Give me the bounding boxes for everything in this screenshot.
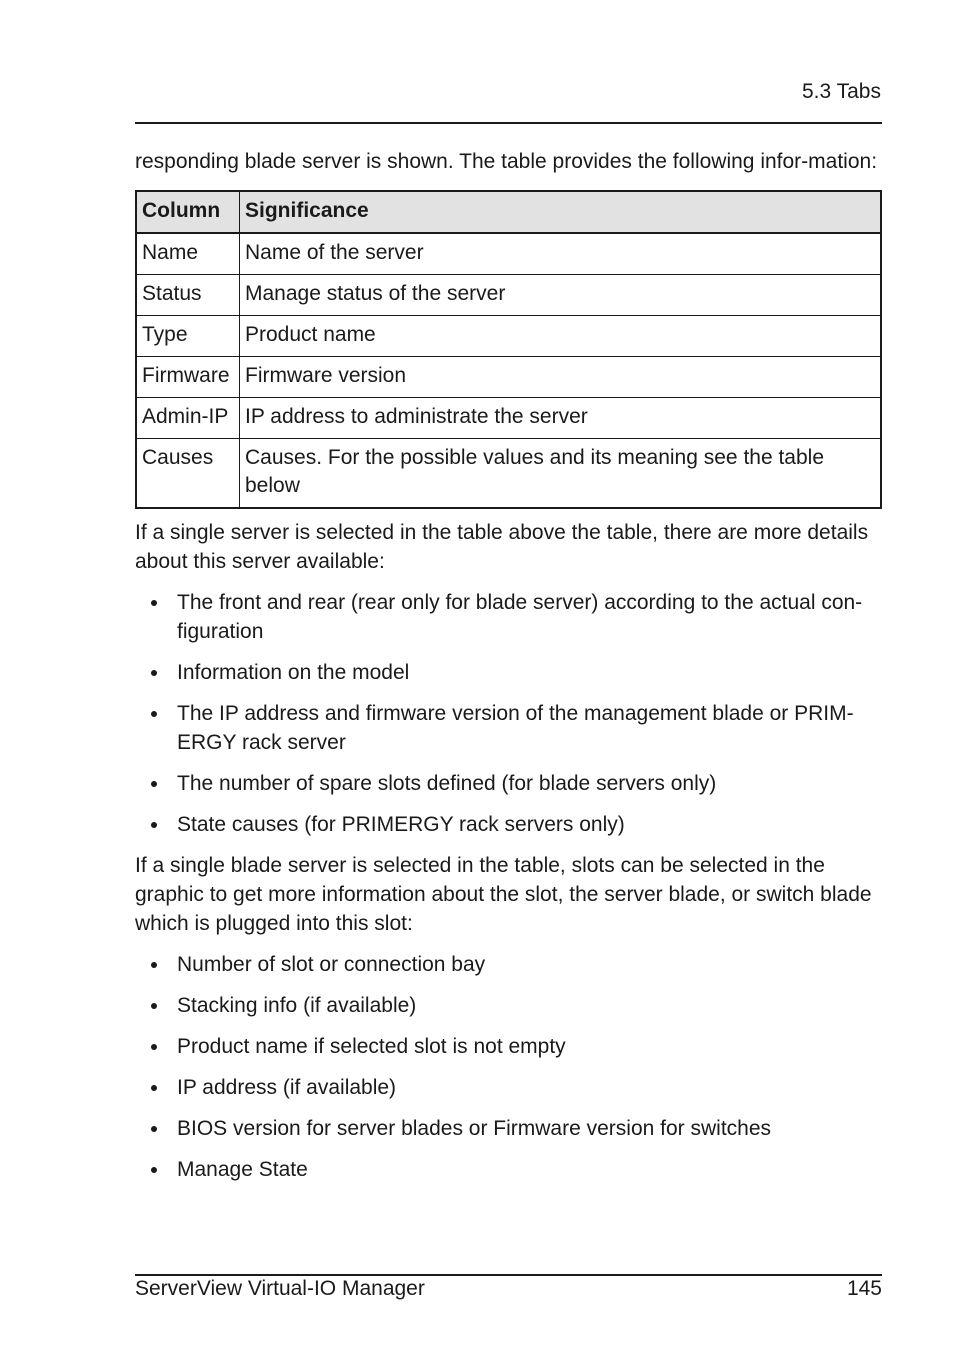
bullet-icon <box>151 1085 157 1091</box>
bullet-icon <box>151 1003 157 1009</box>
table-cell-significance: Name of the server <box>240 233 882 275</box>
table-cell-column: Firmware <box>136 357 240 398</box>
list-item <box>135 1073 882 1102</box>
list-item-text: The front and rear (rear only for blade server) according to the actual con-figuration <box>177 591 863 643</box>
list-item <box>135 658 882 687</box>
column-significance-table <box>135 190 882 509</box>
bullet-icon <box>151 670 157 676</box>
list-item-text: Product name if selected slot is not empty <box>177 1035 566 1058</box>
body-paragraph: If a single server is selected in the table above the table, there are more details about this server available: <box>135 521 869 573</box>
table-cell-column: Causes <box>136 439 240 509</box>
list-item <box>135 950 882 979</box>
list-item <box>135 769 882 798</box>
header-rule <box>135 122 882 124</box>
page-content <box>135 147 882 1196</box>
list-item-text: The IP address and firmware version of the management blade or PRIM-ERGY rack server <box>177 702 854 754</box>
table-row <box>136 275 881 316</box>
table-row <box>136 316 881 357</box>
list-item-text: Number of slot or connection bay <box>177 953 486 976</box>
table-header-cell: Significance <box>240 191 882 233</box>
table-header-row <box>136 191 881 233</box>
bullet-icon <box>151 962 157 968</box>
list-item-text: Stacking info (if available) <box>177 994 417 1017</box>
list-item <box>135 1114 882 1143</box>
bullet-icon <box>151 1167 157 1173</box>
list-item <box>135 699 882 757</box>
list-item <box>135 810 882 839</box>
table-cell-column: Name <box>136 233 240 275</box>
table-cell-column: Admin-IP <box>136 398 240 439</box>
footer-title: ServerView Virtual-IO Manager <box>135 1277 425 1300</box>
list-item <box>135 991 882 1020</box>
page-number: 145 <box>846 1277 882 1300</box>
table-cell-column: Type <box>136 316 240 357</box>
list-item-text: The number of spare slots defined (for blade servers only) <box>177 772 717 795</box>
intro-paragraph: responding blade server is shown. The table provides the following infor-mation: <box>135 150 878 173</box>
list-item-text: Manage State <box>177 1158 308 1181</box>
table-cell-significance: IP address to administrate the server <box>240 398 882 439</box>
list-item <box>135 1155 882 1184</box>
list-item-text: IP address (if available) <box>177 1076 397 1099</box>
bullet-list-server-details <box>135 588 882 839</box>
body-paragraph: If a single blade server is selected in the table, slots can be selected in the graphic to get more information about the slot, the server blade, or switch blade which is plugged into this slot: <box>135 854 872 935</box>
table-row <box>136 398 881 439</box>
list-item-text: BIOS version for server blades or Firmware version for switches <box>177 1117 772 1140</box>
list-item-text: Information on the model <box>177 661 410 684</box>
table-row <box>136 233 881 275</box>
bullet-icon <box>151 711 157 717</box>
table-cell-significance: Causes. For the possible values and its meaning see the table below <box>240 439 882 509</box>
table-cell-significance: Product name <box>240 316 882 357</box>
list-item-text: State causes (for PRIMERGY rack servers only) <box>177 813 625 836</box>
table-cell-column: Status <box>136 275 240 316</box>
list-item <box>135 588 882 646</box>
table-row <box>136 357 881 398</box>
bullet-icon <box>151 1044 157 1050</box>
bullet-icon <box>151 600 157 606</box>
bullet-icon <box>151 822 157 828</box>
running-header: 5.3 Tabs <box>801 80 881 103</box>
table-cell-significance: Firmware version <box>240 357 882 398</box>
bullet-icon <box>151 781 157 787</box>
table-row <box>136 439 881 509</box>
bullet-list-slot-details <box>135 950 882 1184</box>
table-cell-significance: Manage status of the server <box>240 275 882 316</box>
list-item <box>135 1032 882 1061</box>
bullet-icon <box>151 1126 157 1132</box>
table-header-cell: Column <box>136 191 240 233</box>
